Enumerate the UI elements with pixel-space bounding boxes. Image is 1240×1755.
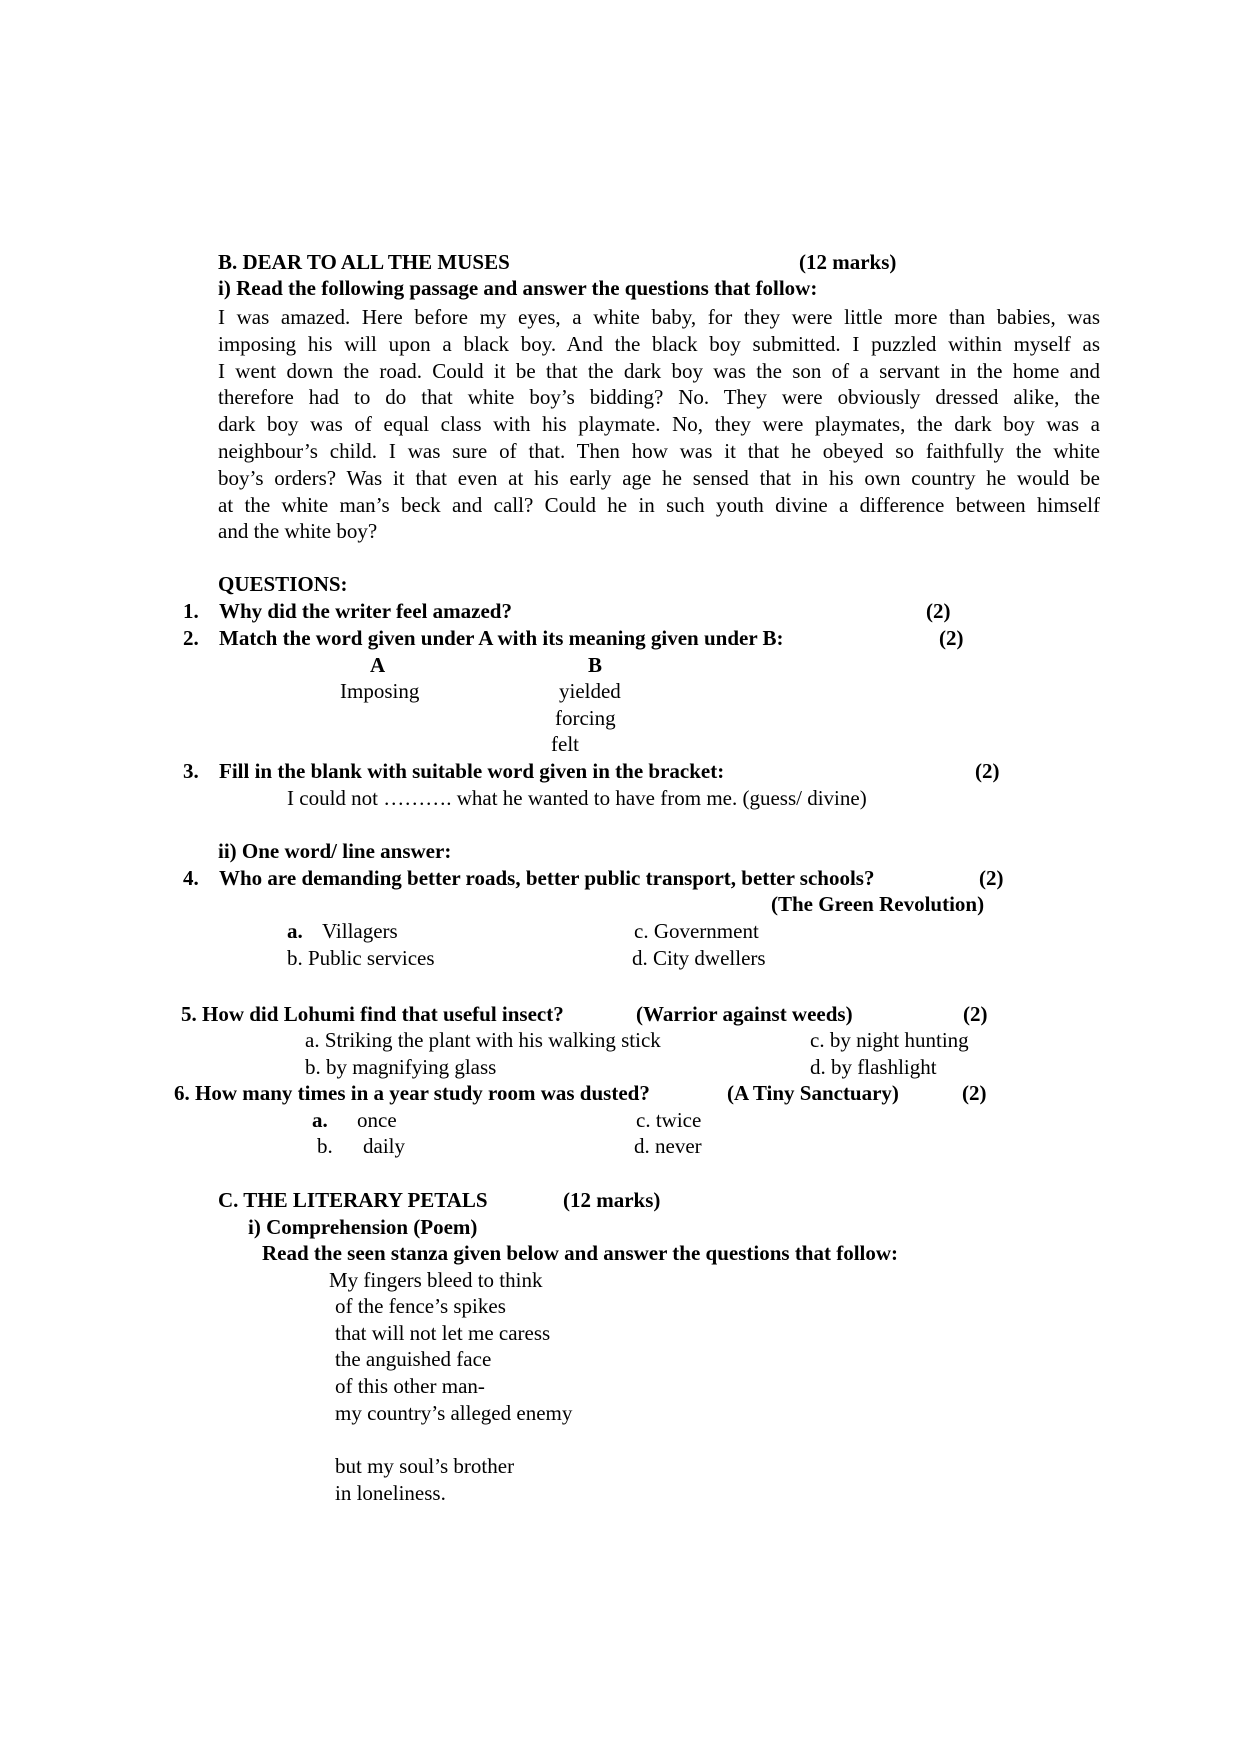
q5-source: (Warrior against weeds) [636,1002,853,1026]
q4-option-d: d. City dwellers [632,946,766,970]
q5-option-c: c. by night hunting [810,1028,969,1052]
q4-number: 4. [183,866,199,890]
q2-meaning: yielded [559,679,621,703]
q6-option-a-letter: a. [312,1108,328,1132]
passage-line: at the white man’s beck and call? Could he in such youth divine a difference between himself [218,492,1100,517]
q5-option-a: a. Striking the plant with his walking stick [305,1028,661,1052]
q6-option-d: d. never [634,1134,702,1158]
q2-text: Match the word given under A with its meaning given under B: [219,626,784,650]
q2-column-b: B [588,653,603,677]
section-c-title: C. THE LITERARY PETALS [218,1188,488,1212]
section-b-marks: (12 marks) [799,250,897,274]
poem-line: that will not let me caress [335,1321,551,1345]
q1-text: Why did the writer feel amazed? [219,599,512,623]
q5-option-d: d. by flashlight [810,1055,937,1079]
section-b-part-ii: ii) One word/ line answer: [218,839,452,863]
q2-word: Imposing [340,679,420,703]
q4-option-a: Villagers [322,919,398,943]
q2-meaning: felt [551,732,579,756]
passage-line: I went down the road. Could it be that the dark boy was the son of a servant in the home and [218,358,1100,383]
passage-line: therefore had to do that white boy’s bidding? No. They were obviously dressed alike, the [218,385,1100,410]
passage-line: neighbour’s child. I was sure of that. Then how was it that he obeyed so faithfully the white [218,438,1100,463]
q4-option-a-letter: a. [287,919,303,943]
poem-line: the anguished face [335,1347,492,1371]
q3-marks: (2) [975,759,1000,783]
passage-line: dark boy was of equal class with his playmate. No, they were playmates, the dark boy was a [218,412,1100,437]
q4-option-c: c. Government [634,919,759,943]
section-b-title: B. DEAR TO ALL THE MUSES [218,250,510,274]
q1-marks: (2) [926,599,951,623]
q3-sentence: I could not ………. what he wanted to have from me. (guess/ divine) [287,786,867,810]
section-b-part-i: i) Read the following passage and answer the questions that follow: [218,276,818,300]
q6-text: 6. How many times in a year study room was dusted? [174,1081,650,1105]
q5-option-b: b. by magnifying glass [305,1055,497,1079]
q6-option-b: daily [363,1134,405,1158]
poem-line: My fingers bleed to think [329,1268,543,1292]
q4-option-b: b. Public services [287,946,435,970]
poem-line: of this other man- [335,1374,485,1398]
q5-marks: (2) [963,1002,988,1026]
poem-line: in loneliness. [335,1481,446,1505]
passage-line: boy’s orders? Was it that even at his early age he sensed that in his own country he would be [218,465,1100,490]
poem-line: but my soul’s brother [335,1454,515,1478]
q6-option-a: once [357,1108,397,1132]
questions-heading: QUESTIONS: [218,572,348,596]
section-c-marks: (12 marks) [563,1188,661,1212]
passage-line: and the white boy? [218,519,378,544]
q4-text: Who are demanding better roads, better public transport, better schools? [219,866,875,890]
q6-option-c: c. twice [636,1108,702,1132]
section-c-part-i: i) Comprehension (Poem) [248,1215,478,1239]
q1-number: 1. [183,599,199,623]
q2-marks: (2) [939,626,964,650]
q2-meaning: forcing [555,706,616,730]
q6-option-b-letter: b. [317,1134,333,1158]
poem-line: my country’s alleged enemy [335,1401,573,1425]
q4-marks: (2) [979,866,1004,890]
q2-number: 2. [183,626,199,650]
q3-text: Fill in the blank with suitable word given in the bracket: [219,759,725,783]
q4-source: (The Green Revolution) [771,892,985,916]
passage-line: I was amazed. Here before my eyes, a white baby, for they were little more than babies, was [218,305,1100,329]
passage [218,304,1100,545]
q6-source: (A Tiny Sanctuary) [727,1081,899,1105]
section-c-instruction: Read the seen stanza given below and answer the questions that follow: [262,1241,899,1265]
q3-number: 3. [183,759,199,783]
q5-text: 5. How did Lohumi find that useful insect? [181,1002,564,1026]
passage-line: imposing his will upon a black boy. And the black boy submitted. I puzzled within myself as [218,331,1100,356]
q2-column-a: A [370,653,386,677]
q6-marks: (2) [962,1081,987,1105]
poem-line: of the fence’s spikes [335,1294,506,1318]
